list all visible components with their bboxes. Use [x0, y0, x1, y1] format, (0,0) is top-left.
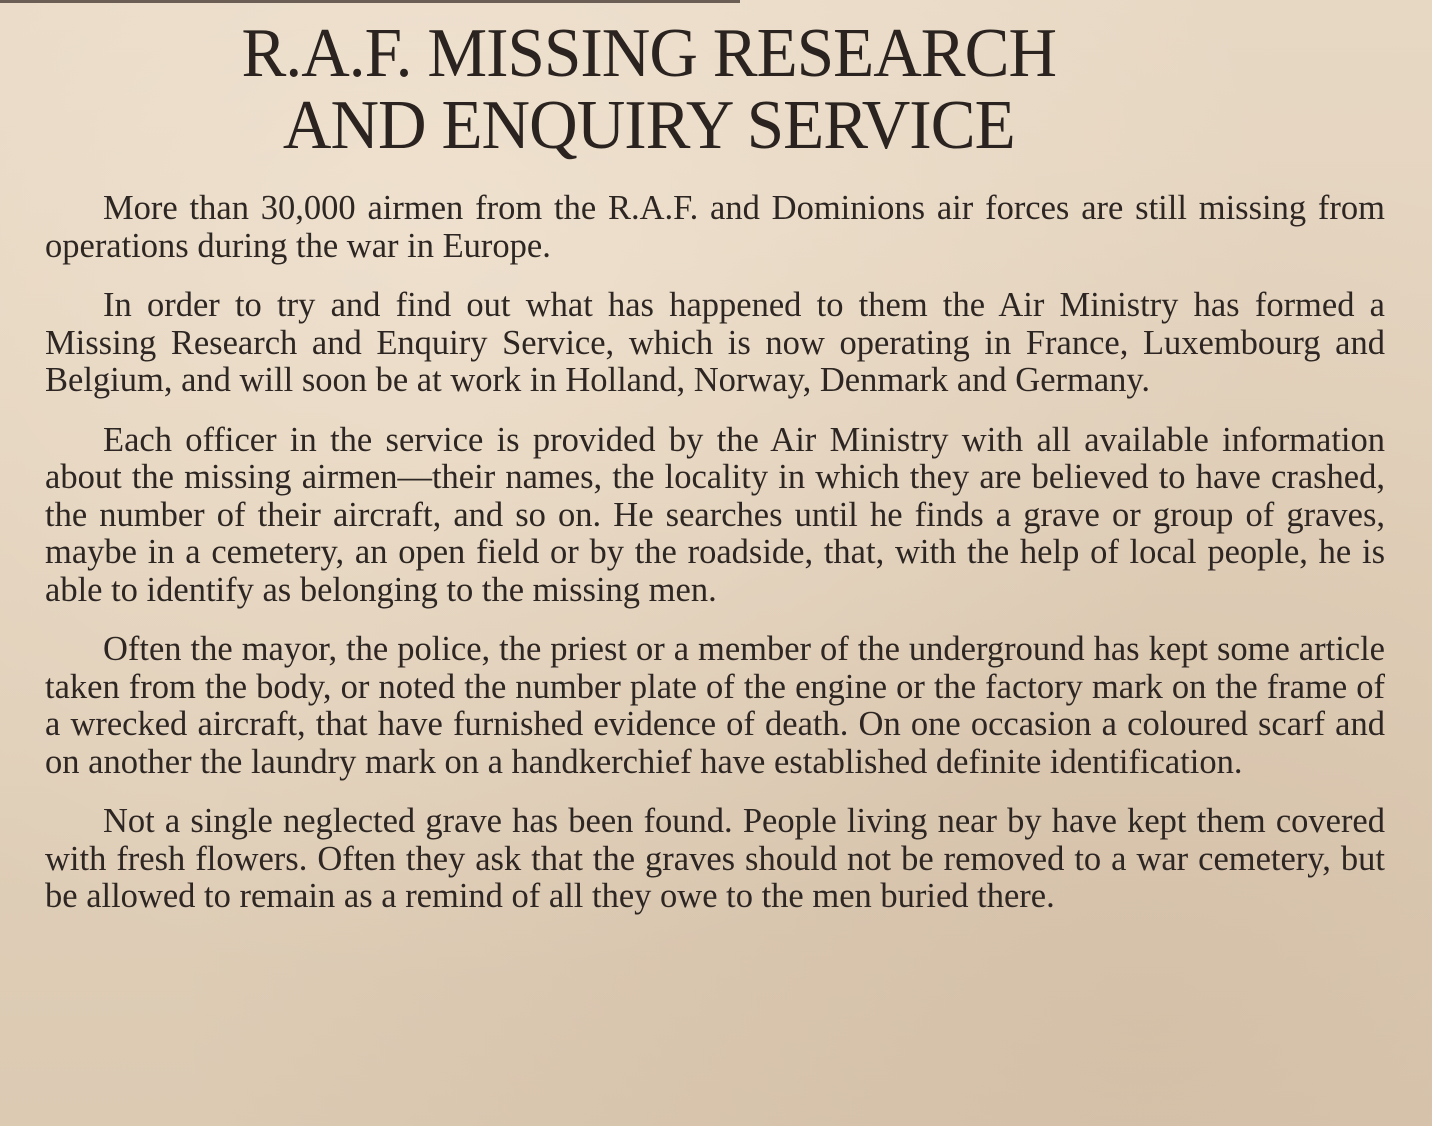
paragraph-4: Often the mayor, the police, the priest or a member of the underground has kept some article taken from the body, or noted the number plate of the engine or the factory mark on the frame of a wrecked aircraft, that have furnished evidence of death. On one occasion a coloured scarf and on another the laundry mark on a handkerchief have established definite identification. — [45, 630, 1385, 781]
paragraph-5: Not a single neglected grave has been found. People living near by have kept them covered with fresh flowers. Often they ask that the graves should not be removed to a war cemetery, but be allowed to remain as a remind of all they owe to the men buried there. — [45, 802, 1385, 915]
paragraph-2: In order to try and find out what has happened to them the Air Ministry has formed a Missing Research and Enquiry Service, which is now operating in France, Luxembourg and Belgium, and will soon be at work in Holland, Norway, Denmark and Germany. — [45, 286, 1385, 399]
top-rule-divider — [0, 0, 740, 3]
paragraph-3: Each officer in the service is provided by the Air Ministry with all available information about the missing airmen—their names, the locality in which they are believed to have crashed, the number of their aircraft, and so on. He searches until he finds a grave or group of graves, maybe in a cemetery, an open field or by the roadside, that, with the help of local people, he is able to identify as belonging to the missing men. — [45, 420, 1385, 609]
article-body — [45, 190, 1385, 938]
paragraph-1: More than 30,000 airmen from the R.A.F. and Dominions air forces are still missing from operations during the war in Europe. — [45, 189, 1385, 265]
article-headline — [29, 15, 1404, 164]
headline-line-1: R.A.F. MISSING RESEARCH — [241, 15, 1057, 92]
headline-line-2: AND ENQUIRY SERVICE — [282, 87, 1015, 164]
